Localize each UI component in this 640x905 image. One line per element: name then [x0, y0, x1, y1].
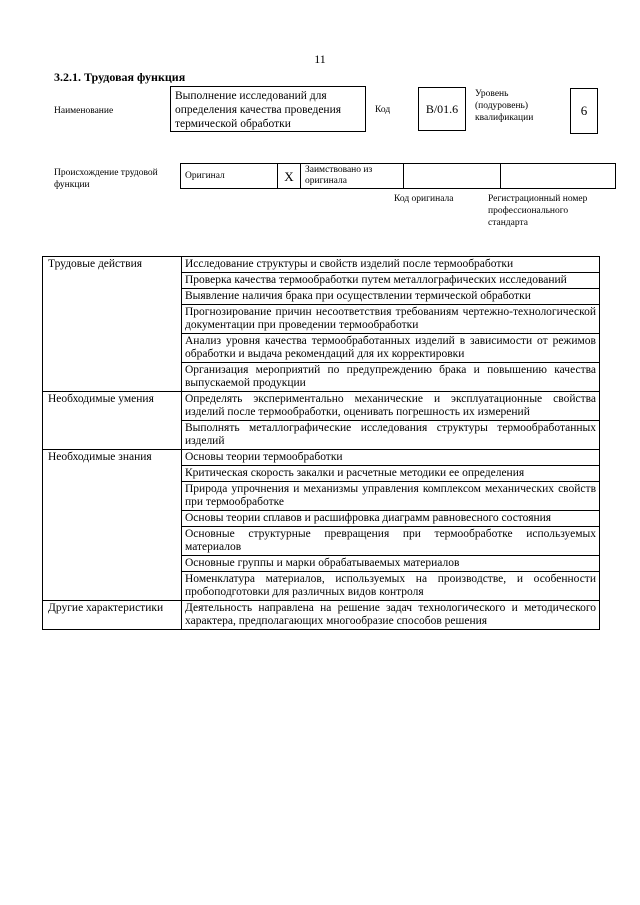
table-row [43, 601, 600, 630]
registration-label: Регистрационный номер профессионального стандарта [488, 194, 588, 228]
origin-registration-cell [501, 164, 616, 189]
origin-table [180, 163, 616, 189]
item-cell: Проверка качества термообработки путем металлографических исследований [182, 273, 600, 289]
item-cell: Основные структурные превращения при термообработке используемых материалов [182, 527, 600, 556]
item-cell: Основы теории термообработки [182, 450, 600, 466]
level-box [570, 88, 598, 134]
category-cell: Необходимые умения [43, 392, 182, 450]
category-cell: Другие характеристики [43, 601, 182, 630]
item-cell: Деятельность направлена на решение задач технологического и методического характера, предполагающих многообразие способов решения [182, 601, 600, 630]
origin-label: Происхождение трудовой функции [54, 168, 158, 190]
level-label: Уровень (подуровень) квалификации [475, 89, 534, 123]
item-cell: Выявление наличия брака при осуществлении термической обработки [182, 289, 600, 305]
item-cell: Номенклатура материалов, используемых на производстве, и особенности пробоподготовки для различных видов контроля [182, 572, 600, 601]
function-name-box [170, 86, 366, 132]
table-row [43, 257, 600, 273]
item-cell: Основные группы и марки обрабатываемых материалов [182, 556, 600, 572]
item-cell: Основы теории сплавов и расшифровка диаграмм равновесного состояния [182, 511, 600, 527]
item-cell: Прогнозирование причин несоответствия требованиям чертежно-технологической документации при проведении термообработки [182, 305, 600, 334]
item-cell: Анализ уровня качества термообработанных изделий в зависимости от режимов обработки и выдача рекомендаций для их корректировки [182, 334, 600, 363]
page-number: 11 [314, 52, 326, 66]
category-cell: Необходимые знания [43, 450, 182, 601]
category-cell: Трудовые действия [43, 257, 182, 392]
item-cell: Природа упрочнения и механизмы управления комплексом механических свойств при термообработке [182, 482, 600, 511]
origin-original-cell: Оригинал [181, 164, 278, 189]
code-value: В/01.6 [425, 101, 459, 116]
item-cell: Критическая скорость закалки и расчетные методики ее определения [182, 466, 600, 482]
code-box [418, 87, 466, 131]
section-title: 3.2.1. Трудовая функция [54, 70, 186, 84]
origin-original-mark: X [278, 164, 301, 189]
level-value: 6 [580, 103, 588, 118]
name-label: Наименование [54, 106, 114, 116]
code-label: Код [375, 105, 391, 115]
item-cell: Определять экспериментально механические и эксплуатационные свойства изделий после термообработки, оценивать погрешность их измерений [182, 392, 600, 421]
item-cell: Исследование структуры и свойств изделий после термообработки [182, 257, 600, 273]
origin-borrowed-cell: Заимствовано из оригинала [301, 164, 404, 189]
table-row [43, 450, 600, 466]
code-original-label: Код оригинала [394, 194, 454, 204]
item-cell: Организация мероприятий по предупреждению брака и повышению качества выпускаемой продукции [182, 363, 600, 392]
origin-code-cell [404, 164, 501, 189]
item-cell: Выполнять металлографические исследования структуры термообработанных изделий [182, 421, 600, 450]
table-row [43, 392, 600, 421]
function-details-table [42, 256, 600, 630]
function-name: Выполнение исследований для определения качества проведения термической обработки [175, 90, 342, 130]
